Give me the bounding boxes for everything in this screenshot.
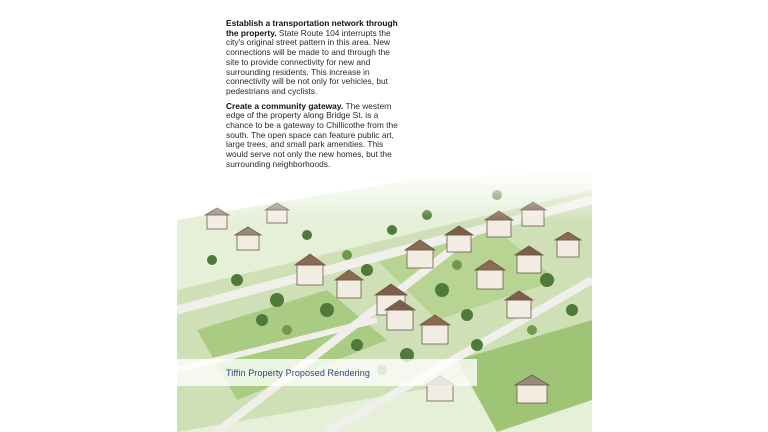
body-transportation: State Route 104 interrupts the city's original street pattern in this area. New connections will be made to and through the site to provide connectivity for new and surrounding residents. This increase in connectivity will be not only for vehicles, but pedestrians and cyclists. xyxy=(226,27,391,96)
heading-transportation: Establish a transportation network through the property. xyxy=(226,18,398,38)
rendering-illustration xyxy=(177,170,592,432)
body-gateway: The western edge of the property along Bridge St. is a chance to be a gateway to Chillicothe from the south. The open space can feature public art, large trees, and small park amenities. This would serve not only the new homes, but the surrounding neighborhoods. xyxy=(226,100,398,169)
paragraph-gateway xyxy=(226,102,404,170)
figure-caption: Tiffin Property Proposed Rendering xyxy=(226,368,370,378)
neighborhood-rendering xyxy=(177,170,592,432)
paragraph-transportation xyxy=(226,19,404,97)
intro-text xyxy=(226,19,404,175)
heading-gateway: Create a community gateway. xyxy=(226,100,346,111)
